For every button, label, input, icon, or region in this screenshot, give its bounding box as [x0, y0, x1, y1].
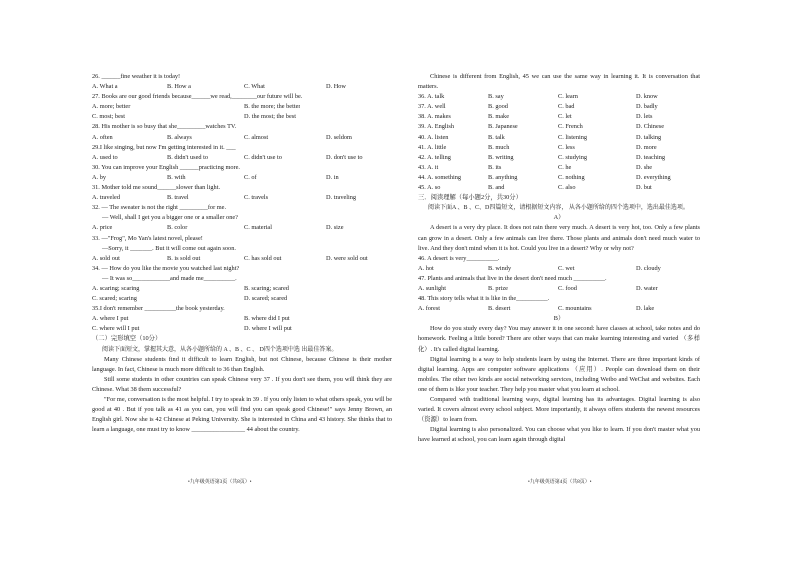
- option-cell: D. more: [636, 143, 657, 151]
- option-row: [418, 102, 700, 112]
- question-47: 47. Plants and animals that live in the desert don't need much __________.: [418, 274, 607, 282]
- option-cell: 40. A. listen: [418, 133, 449, 141]
- option-d: D. size: [326, 224, 344, 232]
- question-33: 33. —"Frog", Mo Yan's latest novel, please!: [92, 234, 203, 242]
- options-27-cd: [92, 112, 392, 122]
- option-d: D. cloudy: [636, 264, 661, 272]
- option-cell: 39. A. English: [418, 123, 455, 131]
- passage-b-paragraph-1: How do you study every day? You may answer it in one second: have classes at school, take notes and do homework. Feeling a little bored? There are other ways that can make learning interesting and varied （多样化）. It's called digital learning.: [418, 325, 700, 353]
- option-c: C. most; best: [92, 113, 126, 121]
- options-32: [92, 223, 392, 233]
- left-column: [92, 72, 392, 435]
- option-b: B. How a: [167, 83, 191, 91]
- option-cell: B. make: [488, 113, 509, 121]
- page-footer-left: •九年级英语第3页（共8页）•: [188, 480, 252, 485]
- option-b: B. windy: [488, 264, 512, 272]
- option-b: B. with: [167, 173, 186, 181]
- cloze-options-table: [418, 92, 700, 193]
- question-35: 35.I don't remember __________the book yesterday.: [92, 305, 225, 313]
- option-cell: 42. A. telling: [418, 153, 451, 161]
- option-d: D. lake: [636, 305, 655, 313]
- option-d: D. scared; scared: [244, 295, 288, 303]
- passage-b-paragraph-2: Digital learning is a way to help students learn by using the Internet. There are three important kinds of digital learning. Apps are computer software applications （应用）. People can download them on their mobiles. The other two kinds are social networking services, including Weibo and WeChat and websites. Each one of them is like your teacher. They help you master what you learn at school.: [418, 355, 700, 393]
- question-32-reply: — Well, shall I get you a bigger one or a smaller one?: [102, 214, 238, 222]
- passage-b-paragraph-3: Compared with traditional learning ways, digital learning has its advantages. Digital learning is also varied. It covers almost every school subject. More importantly, it always offers students the newest resources （资源）to learn from.: [418, 396, 700, 424]
- option-b: B. color: [167, 224, 188, 232]
- option-cell: B. talk: [488, 133, 505, 141]
- option-cell: 36. A. talk: [418, 93, 445, 101]
- option-a: A. sold out: [92, 254, 120, 262]
- option-cell: C. learn: [558, 93, 578, 101]
- options-26: [92, 82, 392, 92]
- option-a: A. What a: [92, 83, 118, 91]
- option-d: D. the most; the best: [244, 113, 296, 121]
- option-cell: C. he: [558, 163, 572, 171]
- option-d: D. where I will put: [244, 325, 292, 333]
- option-b: B. desert: [488, 305, 511, 313]
- option-a: A. traveled: [92, 194, 120, 202]
- option-b: B. where did I put: [244, 315, 290, 323]
- option-cell: D. everything: [636, 173, 671, 181]
- option-c: C. of: [244, 173, 257, 181]
- option-b: B. scaring; scared: [244, 284, 289, 292]
- option-cell: D. but: [636, 184, 652, 192]
- option-cell: B. and: [488, 184, 505, 192]
- cloze-paragraph-4: Chinese is different from English, 45 we can use the same way in learning it. It is conversation that matters.: [418, 73, 700, 91]
- option-cell: D. she: [636, 163, 653, 171]
- cloze-paragraph-3: "For me, conversation is the most helpful. I try to speak in 39 . If you only listen to what others speak, you will be good at 40 . But if you talk as 41 as you can, you will find you can speak good Chinese!" says Jenny Brown, an English girl. Now she is 42 Chinese at Peking University. She is interested in China and 43 history. She thinks that to learn a language, one must try to know _________________ 44 about the country.: [92, 396, 392, 434]
- option-c: C. mountains: [558, 305, 592, 313]
- option-d: D. seldom: [326, 133, 352, 141]
- section-3-title: 三．阅读理解（每小题2分，共30分）: [418, 194, 522, 202]
- question-32: 32. — The sweater is not the right _________for me.: [92, 204, 227, 212]
- question-30: 30. You can improve your English ______practicing more.: [92, 163, 240, 171]
- option-d: D. water: [636, 284, 658, 292]
- option-a: A. where I put: [92, 315, 129, 323]
- option-cell: D. talking: [636, 133, 662, 141]
- option-cell: C. French: [558, 123, 583, 131]
- question-27: 27. Books are our good friends because______we read,________our future will be.: [92, 93, 303, 101]
- option-cell: D. badly: [636, 103, 658, 111]
- option-row: [418, 173, 700, 183]
- option-cell: 37. A. well: [418, 103, 446, 111]
- options-33: [92, 254, 392, 264]
- option-row: [418, 163, 700, 173]
- option-cell: C. less: [558, 143, 575, 151]
- option-b: B. prize: [488, 284, 508, 292]
- question-46: 46. A desert is very__________.: [418, 254, 500, 262]
- section-2-instructions: 阅读下面短文，掌握其大意，从各小题所给的 A 、B 、C 、 D四个选项中选 出最佳答案。: [102, 346, 338, 353]
- option-cell: D. teaching: [636, 153, 666, 161]
- option-row: [418, 92, 700, 102]
- option-d: D. don't use to: [326, 153, 363, 161]
- option-a: A. sunlight: [418, 284, 446, 292]
- option-a: A. more; better: [92, 103, 131, 111]
- options-47: [418, 284, 700, 294]
- option-cell: B. writing: [488, 153, 514, 161]
- option-cell: D. Chinese: [636, 123, 664, 131]
- option-a: A. hot: [418, 264, 434, 272]
- option-cell: C. also: [558, 184, 576, 192]
- options-29: [92, 153, 392, 163]
- section-2-title: （二）完形填空（10分）: [92, 335, 162, 343]
- option-a: A. price: [92, 224, 113, 232]
- section-3-instructions: 阅读下面A 、B 、C、D四篇短文，请根据短文内容， 从各小题所给的四个选项中，选出最佳选项。: [428, 205, 689, 212]
- question-33-reply: —Sorry, it _______. But it will come out again soon.: [102, 244, 236, 252]
- option-d: D. were sold out: [326, 254, 368, 262]
- options-34-cd: [92, 294, 392, 304]
- option-row: [418, 153, 700, 163]
- question-28: 28. His mother is so busy that she_________watches TV.: [92, 123, 237, 131]
- option-b: B. travel: [167, 194, 189, 202]
- option-b: B. always: [167, 133, 192, 141]
- option-c: C. where will I put: [92, 325, 140, 333]
- option-cell: C. listening: [558, 133, 588, 141]
- question-29: 29.I like singing, but now I'm getting interested in it. ___: [92, 143, 236, 151]
- option-cell: B. much: [488, 143, 510, 151]
- passage-b-paragraph-4: Digital learning is also personalized. You can choose what you like to learn. If you don't master what you have learned at school, you can learn again through digital: [418, 426, 700, 444]
- options-34: [92, 284, 392, 294]
- cloze-paragraph-1: Many Chinese students find it difficult to learn English, but not Chinese, because Chinese is their mother language. In fact, Chinese is much more difficult to 36 than English.: [92, 355, 392, 373]
- option-cell: 44. A. something: [418, 173, 462, 181]
- option-c: C. didn't use to: [244, 153, 282, 161]
- option-row: [418, 112, 700, 122]
- option-b: B. is sold out: [167, 254, 201, 262]
- question-48: 48. This story tells what it is like in the__________.: [418, 295, 550, 303]
- option-cell: 41. A. little: [418, 143, 447, 151]
- options-48: [418, 304, 700, 314]
- option-cell: B. Japanese: [488, 123, 518, 131]
- options-46: [418, 264, 700, 274]
- option-cell: D. lets: [636, 113, 653, 121]
- option-cell: C. studying: [558, 153, 588, 161]
- right-column: [418, 72, 700, 445]
- options-35-cd: [92, 324, 392, 334]
- option-row: [418, 133, 700, 143]
- option-cell: 43. A. it: [418, 163, 439, 171]
- cloze-paragraph-2: Still some students in other countries can speak Chinese very 37 . If you don't see them, you will think they are Chinese. What 38 them successful?: [92, 375, 392, 393]
- option-cell: B. good: [488, 103, 508, 111]
- option-a: A. often: [92, 133, 113, 141]
- option-c: C. food: [558, 284, 577, 292]
- option-cell: B. say: [488, 93, 504, 101]
- option-a: A. used to: [92, 153, 118, 161]
- option-cell: C. nothing: [558, 173, 585, 181]
- option-row: [418, 183, 700, 193]
- option-c: C. What: [244, 83, 265, 91]
- option-a: A. forest: [418, 305, 441, 313]
- passage-a-heading: A）: [553, 214, 565, 222]
- page-footer-right: •九年级英语第4页（共8页）•: [528, 480, 592, 485]
- option-d: D. How: [326, 83, 346, 91]
- option-b: B. didn't used to: [167, 153, 209, 161]
- option-row: [418, 122, 700, 132]
- option-c: C. material: [244, 224, 272, 232]
- option-cell: C. let: [558, 113, 572, 121]
- option-cell: 45. A. so: [418, 184, 441, 192]
- options-30: [92, 173, 392, 183]
- option-d: D. traveling: [326, 194, 357, 202]
- option-cell: C. bad: [558, 103, 575, 111]
- option-row: [418, 143, 700, 153]
- passage-b-heading: B）: [553, 315, 565, 323]
- option-cell: B. its: [488, 163, 502, 171]
- passage-a: A desert is a very dry place. It does not rain there very much. A desert is very hot, too. Only a few plants can grow in a desert. Only a few animals can live there. Those plants and animals don't need much water to live. And they don't mind when it is hot. Could you live in a desert? Why or why not?: [418, 224, 700, 252]
- option-c: C. travels: [244, 194, 269, 202]
- question-34: 34. — How do you like the movie you watched last night?: [92, 264, 240, 272]
- question-31: 31. Mother told me sound______slower than light.: [92, 184, 221, 192]
- option-c: C. has sold out: [244, 254, 282, 262]
- option-cell: D. know: [636, 93, 658, 101]
- question-26: 26. ______fine weather it is today!: [92, 73, 181, 80]
- option-cell: 38. A. makes: [418, 113, 451, 121]
- option-c: C. almost: [244, 133, 269, 141]
- options-31: [92, 193, 392, 203]
- options-28: [92, 133, 392, 143]
- option-c: C. scared; scaring: [92, 295, 137, 303]
- option-d: D. in: [326, 173, 339, 181]
- option-a: A. by: [92, 173, 106, 181]
- option-b: B. the more; the better: [244, 103, 301, 111]
- option-a: A. scaring; scaring: [92, 284, 140, 292]
- options-27: [92, 102, 392, 112]
- option-c: C. wet: [558, 264, 575, 272]
- options-35: [92, 314, 392, 324]
- option-cell: B. anything: [488, 173, 518, 181]
- question-34-reply: — It was so____________and made me__________.: [102, 274, 237, 282]
